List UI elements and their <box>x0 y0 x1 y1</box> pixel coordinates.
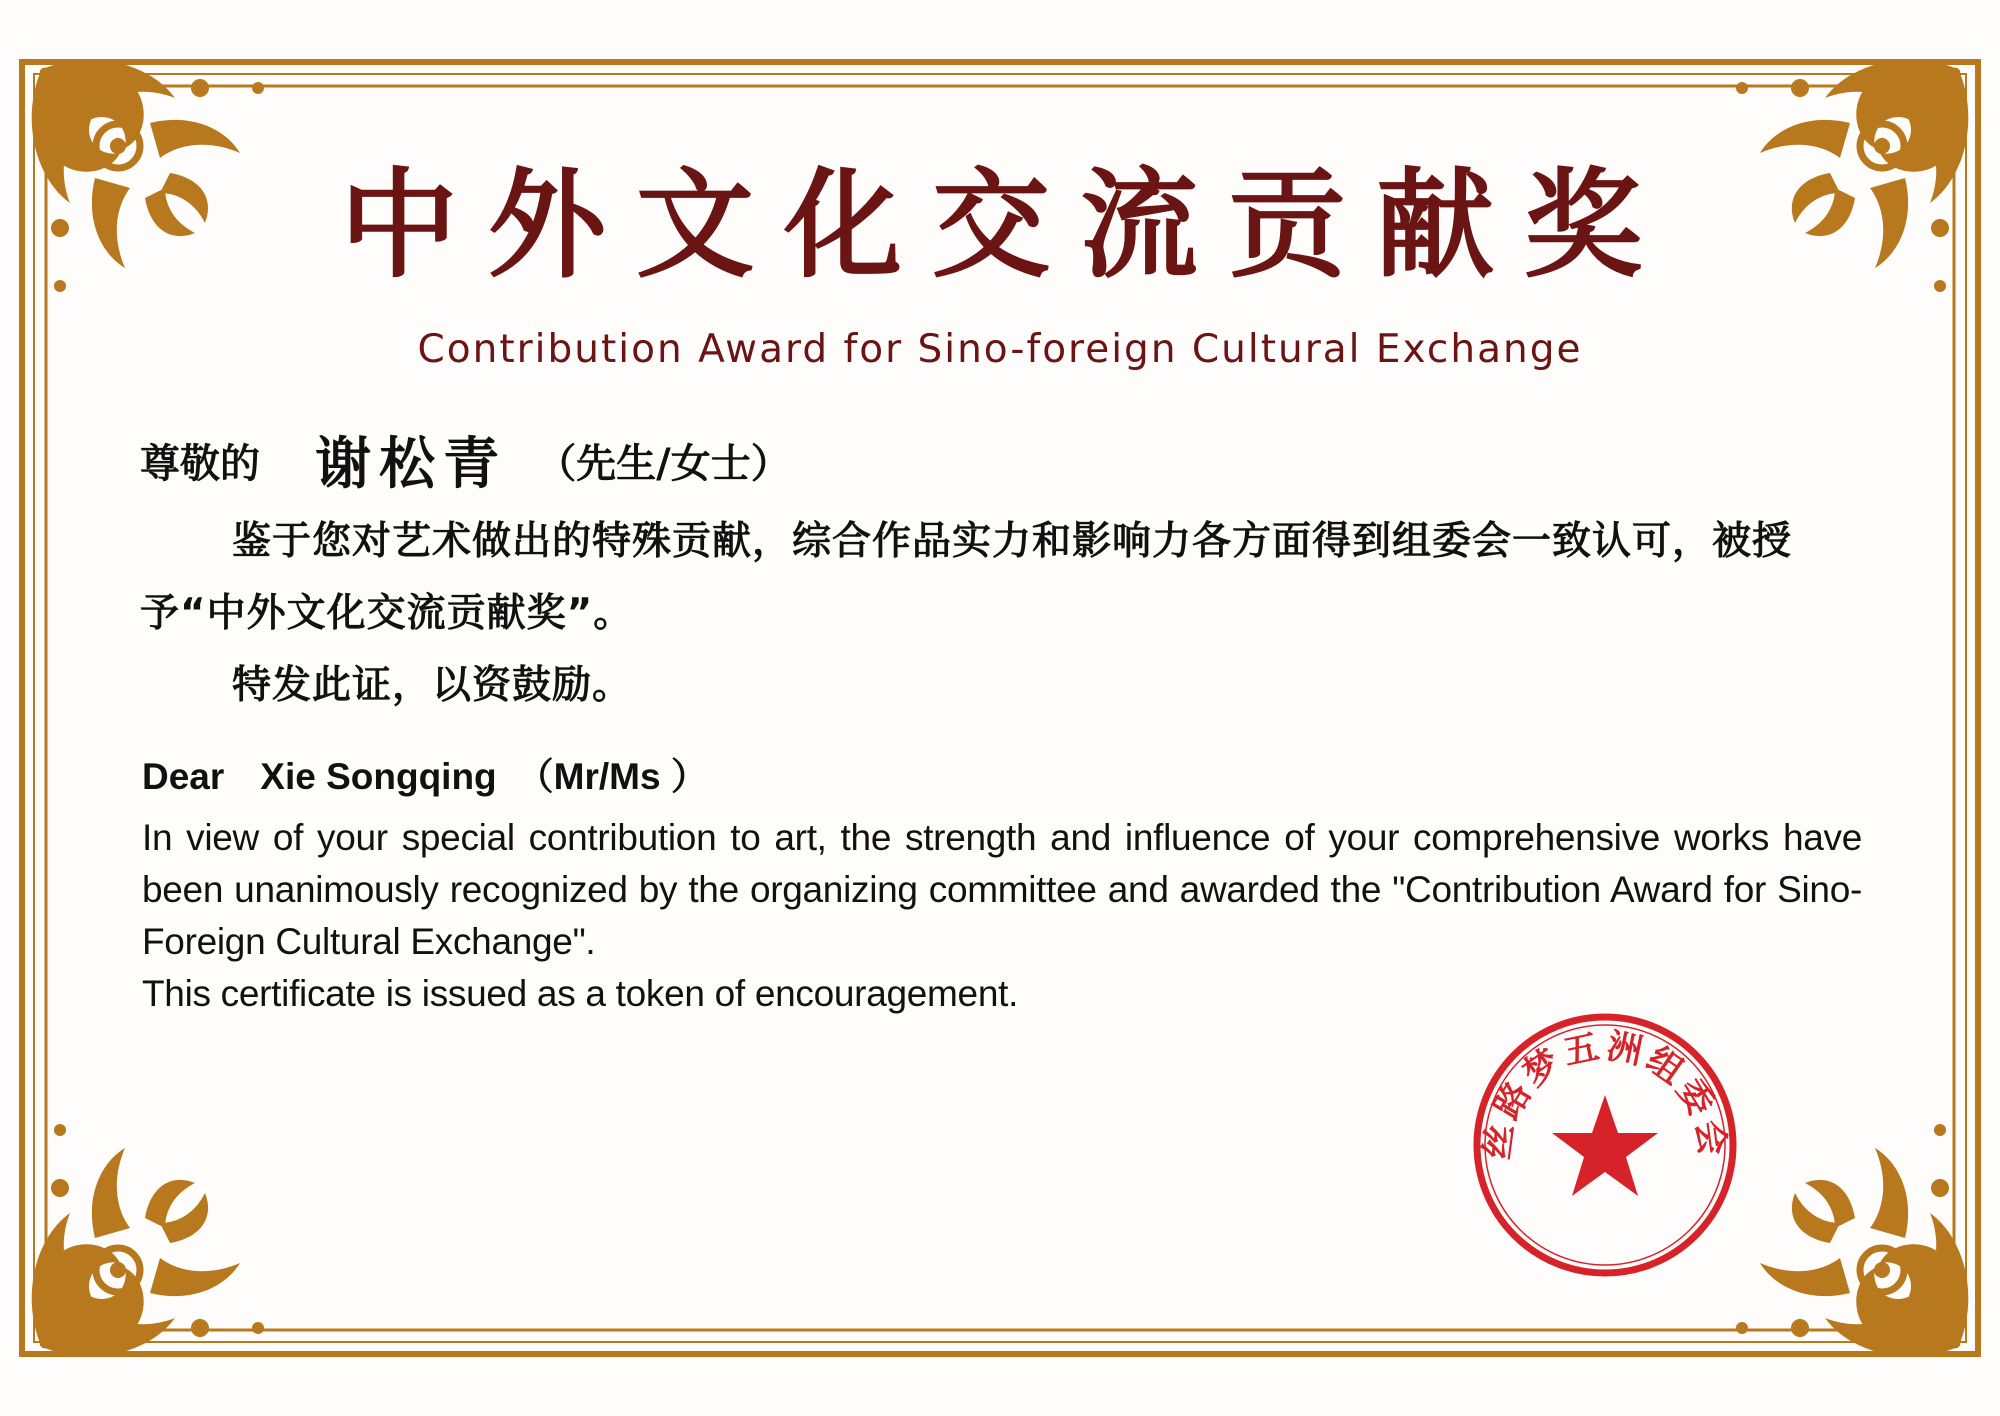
certificate-title-english: Contribution Award for Sino-foreign Cultural Exchange <box>417 327 1583 372</box>
english-paragraph-issued: This certificate is issued as a token of encouragement. <box>142 973 1019 1014</box>
chinese-paragraph-issued: 特发此证，以资鼓励。 <box>232 663 633 708</box>
chinese-salutation: 尊敬的 <box>140 440 260 487</box>
seal-text: 丝路梦五洲组委会 <box>1477 1026 1733 1162</box>
organizing-committee-seal <box>1470 1010 1740 1280</box>
recipient-name-english: Xie Songqing <box>260 756 497 797</box>
chinese-paragraph-award: 鉴于您对艺术做出的特殊贡献，综合作品实力和影响力各方面得到组委会一致认可，被授予“中外文化交流贡献奖”。 <box>140 519 1793 636</box>
chinese-body <box>140 506 1860 722</box>
star-icon <box>1552 1095 1658 1196</box>
english-salutation: Dear <box>142 756 225 797</box>
english-body <box>142 812 1862 1020</box>
chinese-honorific: （先生/女士） <box>536 440 791 487</box>
english-honorific: （Mr/Ms ） <box>516 756 708 797</box>
recipient-name-chinese: 谢松青 <box>315 431 508 497</box>
chinese-greeting <box>140 420 791 497</box>
certificate-title-chinese: 中外文化交流贡献奖 <box>340 155 1673 294</box>
english-paragraph-award: In view of your special contribution to art, the strength and influence of your comprehensive works have been unanimously recognized by the organizing committee and awarded the "Contribution Award for Sino-Foreign Cultural Exchange". <box>142 817 1862 962</box>
english-greeting <box>142 748 708 806</box>
